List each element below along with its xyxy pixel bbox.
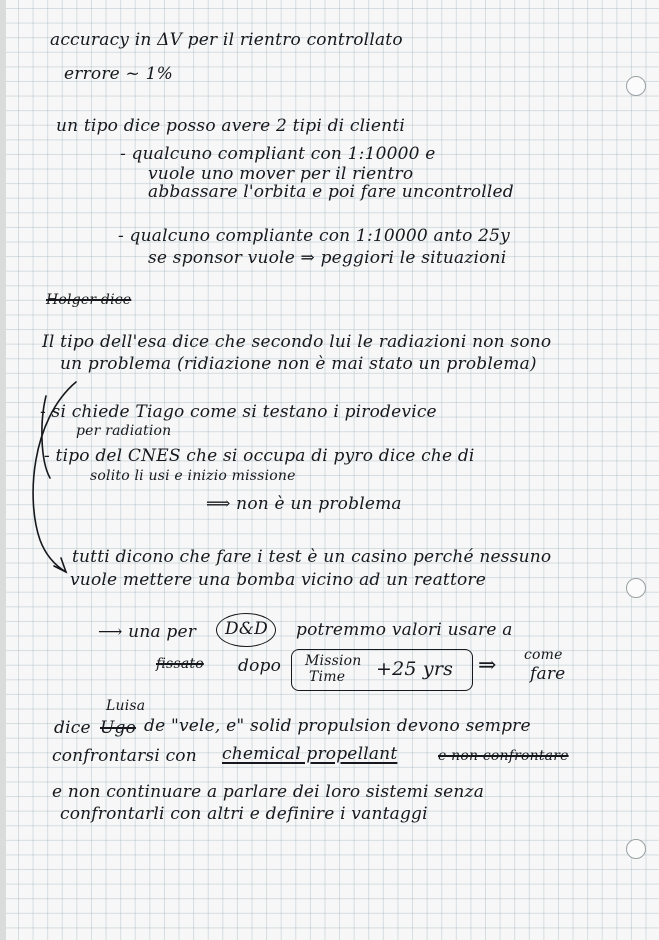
note-line: confrontarli con altri e definire i vantaggi xyxy=(60,804,428,824)
circled-text: D&D xyxy=(225,619,268,639)
note-line: - qualcuno compliant con 1:10000 e xyxy=(120,144,436,164)
binder-hole-bottom xyxy=(626,839,646,859)
note-line: errore ~ 1% xyxy=(64,64,173,84)
note-line: vuole uno mover per il rientro xyxy=(148,164,414,184)
note-line: tutti dicono che fare i test è un casino perché nessuno xyxy=(72,547,552,567)
struck-word: Ugo xyxy=(100,718,137,738)
note-line: abbassare l'orbita e poi fare uncontrolled xyxy=(148,182,514,202)
curved-arrow-head xyxy=(54,558,66,572)
struck-phrase: e non confrontare xyxy=(438,748,569,764)
boxed-text: +25 yrs xyxy=(376,658,454,680)
note-line: se sponsor vuole ⇒ peggiori le situazioni xyxy=(148,248,507,268)
binder-hole-top xyxy=(626,76,646,96)
note-line: solito li usi e inizio missione xyxy=(90,468,296,484)
note-line: dopo xyxy=(238,656,282,676)
note-line: per radiation xyxy=(76,423,172,439)
underlined-phrase: chemical propellant xyxy=(222,744,398,764)
note-line: fare xyxy=(530,664,566,684)
note-line: accuracy in ΔV per il rientro controllato xyxy=(50,30,403,50)
binder-hole-middle xyxy=(626,578,646,598)
note-line: e non continuare a parlare dei loro sistemi senza xyxy=(52,782,485,802)
note-line: - tipo del CNES che si occupa di pyro dice che di xyxy=(44,446,475,466)
note-line: confrontarsi con xyxy=(52,746,197,766)
note-line: come xyxy=(524,647,563,663)
note-line: - qualcuno compliante con 1:10000 anto 25y xyxy=(118,226,510,246)
note-line: ⟶ una per xyxy=(98,622,197,642)
note-line: un problema (ridiazione non è mai stato un problema) xyxy=(60,354,537,374)
note-line: Il tipo dell'esa dice che secondo lui le radiazioni non sono xyxy=(42,332,552,352)
struck-word: fissato xyxy=(156,656,204,672)
note-line: un tipo dice posso avere 2 tipi di clienti xyxy=(56,116,405,136)
note-line: potremmo valori usare a xyxy=(296,620,513,640)
note-line: - si chiede Tiago come si testano i pirodevice xyxy=(40,402,437,422)
arrow-glyph: ⇒ xyxy=(478,653,497,678)
boxed-text: Time xyxy=(309,669,346,685)
inserted-word: Luisa xyxy=(106,698,146,714)
note-line: dice xyxy=(54,718,91,738)
note-line: de "vele, e" solid propulsion devono sempre xyxy=(144,716,531,736)
note-line: vuole mettere una bomba vicino ad un reattore xyxy=(70,570,486,590)
note-line: ⟹ non è un problema xyxy=(206,494,402,514)
note-heading-struck: Holger dice xyxy=(46,292,132,308)
boxed-text: Mission xyxy=(305,653,362,669)
